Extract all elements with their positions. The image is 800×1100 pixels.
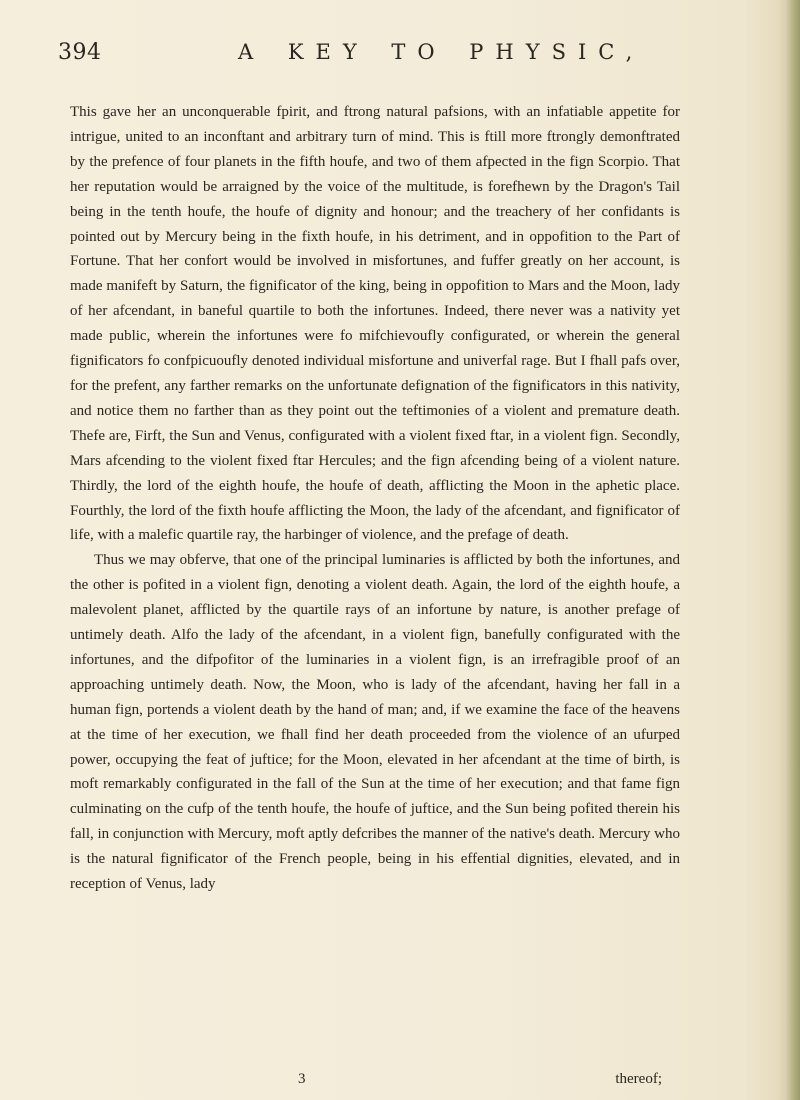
page-header bbox=[58, 40, 698, 80]
running-title: A KEY TO PHYSIC, bbox=[238, 40, 645, 64]
page-edge-shadow bbox=[786, 0, 800, 1100]
signature-mark: 3 bbox=[298, 1071, 306, 1087]
page-footer bbox=[70, 1071, 680, 1098]
body-text bbox=[70, 100, 680, 897]
paragraph-1: This gave her an unconquerable fpirit, and ftrong natural pafsions, with an infatiable appetite for intrigue, united to an inconftant and arbitrary turn of mind. This is ftill more ftrongly demonftrated by the prefence of four planets in the fifth houfe, and two of them afpected in the fign Scorpio. That her reputation would be arraigned by the voice of the multitude, is forefhewn by the Dragon's Tail being in the tenth houfe, the houfe of dignity and honour; and the treachery of her confidants is pointed out by Mercury being in the fixth houfe, in his detriment, and in oppofition to the Part of Fortune. That her confort would be involved in misfortunes, and fuffer greatly on her account, is made manifeft by Saturn, the fignificator of the king, being in oppofition to Mars and the Moon, lady of her afcendant, in baneful quartile to both the infortunes. Indeed, there never was a nativity yet made public, wherein the infortunes were fo mifchievoufly configurated, or wherein the general fignificators fo confpicuoufly denoted individual misfortune and univerfal rage. But I fhall pafs over, for the prefent, any farther remarks on the unfortunate defignation of the fignificators in this nativity, and notice them no farther than as they point out the teftimonies of a violent and premature death. Thefe are, Firft, the Sun and Venus, configurated with a violent fixed ftar, in a violent fign. Secondly, Mars afcending to the violent fixed ftar Hercules; and the fign afcending being of a violent nature. Thirdly, the lord of the eighth houfe, the houfe of death, afflicting the Moon in the aphetic place. Fourthly, the lord of the fixth houfe afflicting the Moon, the lady of the afcendant, and fignificator of life, with a malefic quartile ray, the harbinger of violence, and the prefage of death. bbox=[70, 104, 680, 544]
page-number: 394 bbox=[58, 40, 102, 65]
paragraph-2: Thus we may obferve, that one of the principal luminaries is afflicted by both the infortunes, and the other is pofited in a violent fign, denoting a violent death. Again, the lord of the eighth houfe, a malevolent planet, afflicted by the quartile rays of an infortune by nature, is another prefage of untimely death. Alfo the lady of the afcendant, in a violent fign, banefully configurated with the infortunes, and the difpofitor of the luminaries in a violent fign, is an irrefragible proof of an approaching untimely death. Now, the Moon, who is lady of the afcendant, having her fall in a human fign, portends a violent death by the hand of man; and, if we examine the face of the heavens at the time of her execution, we fhall find her death proceeded from the violence of an ufurped power, occupying the feat of juftice; for the Moon, elevated in her afcendant at the time of birth, is moft remarkably configurated in the fall of the Sun at the time of her execution; and that fame fign culminating on the cufp of the tenth houfe, the houfe of juftice, and the Sun being pofited therein his fall, in conjunction with Mercury, moft aptly defcribes the manner of the native's death. Mercury who is the natural fignificator of the French people, being in his effential dignities, elevated, and in reception of Venus, lady bbox=[70, 552, 680, 893]
catchword: thereof; bbox=[615, 1071, 662, 1087]
